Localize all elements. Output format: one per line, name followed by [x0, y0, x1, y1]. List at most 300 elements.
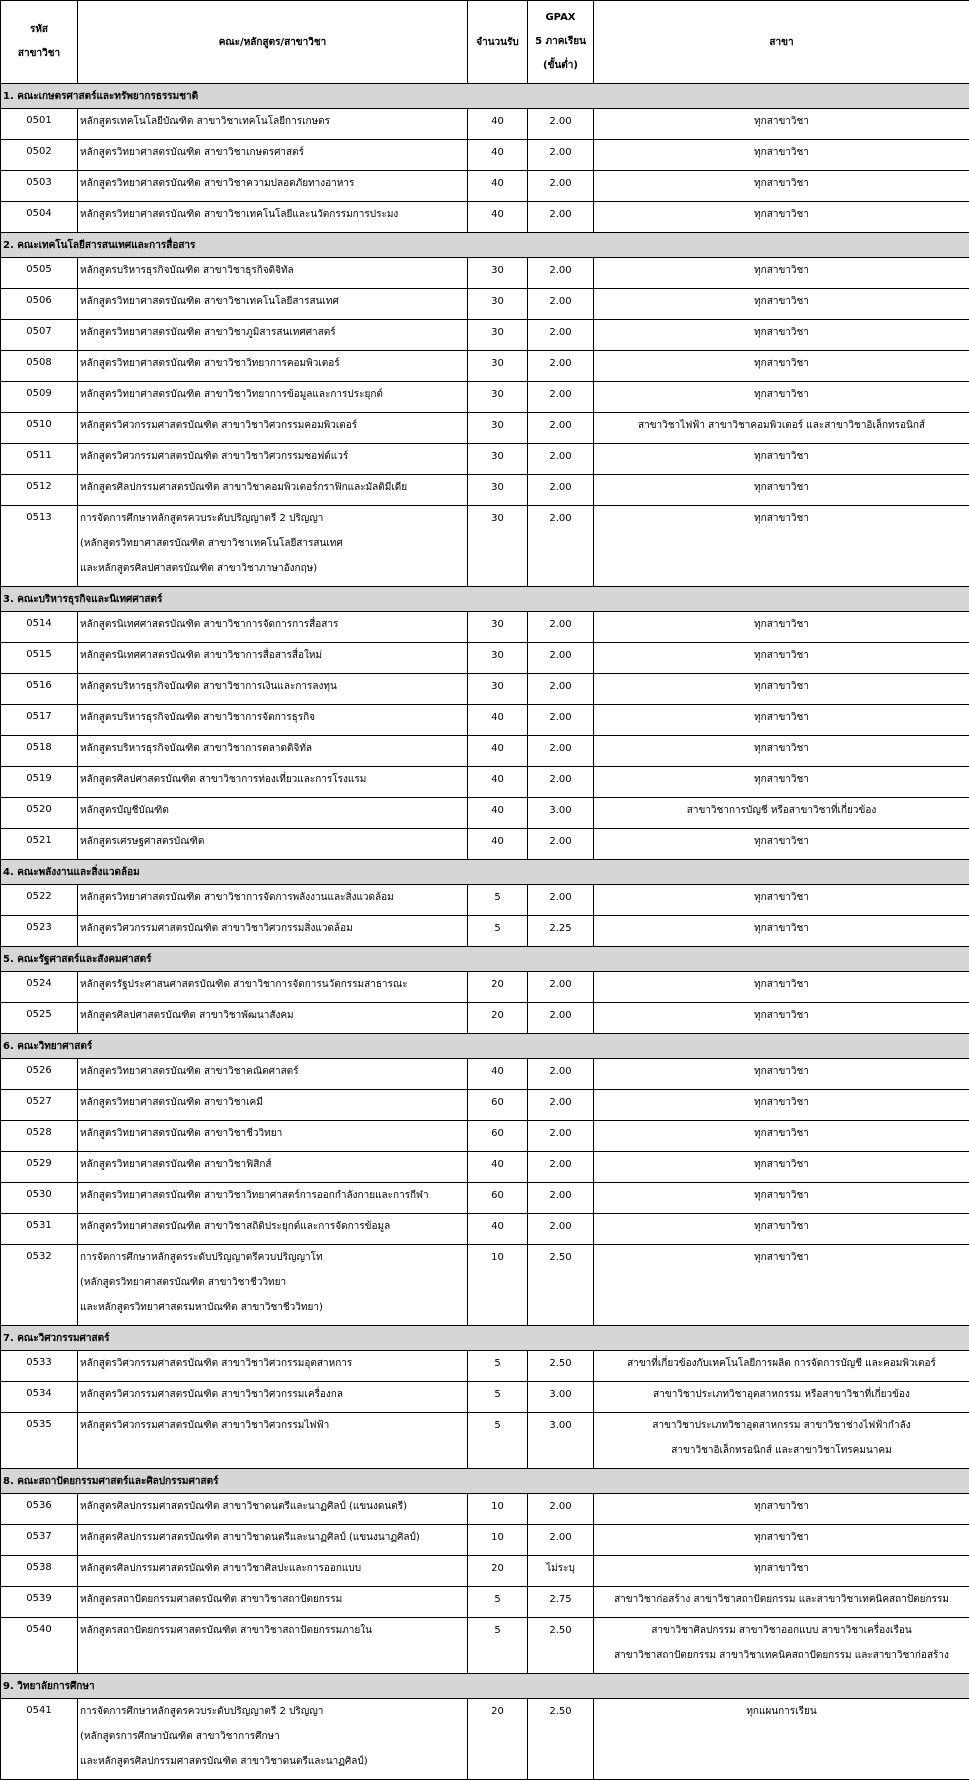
gpax-value: 2.00 — [528, 413, 594, 444]
program-name — [78, 798, 468, 829]
branch-requirement-line: ทุกสาขาวิชา — [596, 264, 967, 277]
branch-requirement-line: ทุกสาขาวิชา — [596, 1562, 967, 1575]
gpax-value: 2.00 — [528, 829, 594, 860]
faculty-title: 8. คณะสถาปัตยกรรมศาสตร์และศิลปกรรมศาสตร์ — [1, 1469, 969, 1494]
quota-value: 20 — [468, 1003, 528, 1034]
program-name-line: หลักสูตรบริหารธุรกิจบัณฑิต สาขาวิชาการเงินและการลงทุน — [80, 680, 465, 693]
quota-value: 60 — [468, 1183, 528, 1214]
program-name — [78, 506, 468, 587]
table-row — [1, 1587, 969, 1618]
branch-requirement — [594, 1587, 969, 1618]
faculty-header-row — [1, 84, 969, 109]
table-row — [1, 798, 969, 829]
gpax-value: 2.00 — [528, 351, 594, 382]
quota-value: 30 — [468, 320, 528, 351]
program-name — [78, 202, 468, 233]
quota-value: 30 — [468, 612, 528, 643]
header-code — [1, 1, 78, 84]
branch-requirement — [594, 1152, 969, 1183]
quota-value: 30 — [468, 475, 528, 506]
quota-value: 40 — [468, 109, 528, 140]
table-row — [1, 1556, 969, 1587]
table-row — [1, 1183, 969, 1214]
program-name — [78, 1699, 468, 1780]
gpax-value: 2.00 — [528, 289, 594, 320]
program-name — [78, 1382, 468, 1413]
branch-requirement-line: สาขาวิชาประเภทวิชาอุตสาหกรรม สาขาวิชาช่างไฟฟ้ากำลัง — [596, 1419, 967, 1432]
branch-requirement-line: ทุกสาขาวิชา — [596, 711, 967, 724]
gpax-value: 2.75 — [528, 1587, 594, 1618]
table-row — [1, 1245, 969, 1326]
faculty-title: 5. คณะรัฐศาสตร์และสังคมศาสตร์ — [1, 947, 969, 972]
program-code: 0537 — [1, 1525, 78, 1556]
gpax-value: 2.00 — [528, 1003, 594, 1034]
branch-requirement-line: ทุกแผนการเรียน — [596, 1705, 967, 1718]
gpax-value: 2.50 — [528, 1618, 594, 1674]
branch-requirement-line: ทุกสาขาวิชา — [596, 1251, 967, 1264]
faculty-title: 7. คณะวิศวกรรมศาสตร์ — [1, 1326, 969, 1351]
quota-value: 40 — [468, 171, 528, 202]
header-gpax — [528, 1, 594, 84]
table-row — [1, 612, 969, 643]
program-name-line: การจัดการศึกษาหลักสูตรควบระดับปริญญาตรี 2 ปริญญา — [80, 506, 465, 531]
program-name-line: หลักสูตรนิเทศศาสตรบัณฑิต สาขาวิชาการจัดการการสื่อสาร — [80, 618, 465, 631]
program-name-line: หลักสูตรวิทยาศาสตรบัณฑิต สาขาวิชาฟิสิกส์ — [80, 1158, 465, 1171]
quota-value: 30 — [468, 444, 528, 475]
program-name-line: (หลักสูตรการศึกษาบัณฑิต สาขาวิชาการศึกษา — [80, 1724, 465, 1749]
branch-requirement-line: ทุกสาขาวิชา — [596, 450, 967, 463]
branch-requirement — [594, 829, 969, 860]
branch-requirement-line: ทุกสาขาวิชา — [596, 177, 967, 190]
branch-requirement-line: ทุกสาขาวิชา — [596, 922, 967, 935]
program-code: 0506 — [1, 289, 78, 320]
table-row — [1, 1003, 969, 1034]
program-name-line: หลักสูตรศิลปศาสตรบัณฑิต สาขาวิชาพัฒนาสังคม — [80, 1009, 465, 1022]
program-name — [78, 612, 468, 643]
branch-requirement-line: ทุกสาขาวิชา — [596, 208, 967, 221]
gpax-value: 2.00 — [528, 643, 594, 674]
branch-requirement — [594, 1351, 969, 1382]
table-row — [1, 705, 969, 736]
header-code-line: รหัส — [1, 18, 77, 42]
branch-requirement-line: ทุกสาขาวิชา — [596, 1096, 967, 1109]
gpax-value: 3.00 — [528, 1413, 594, 1469]
program-name — [78, 674, 468, 705]
table-row — [1, 444, 969, 475]
table-row — [1, 320, 969, 351]
branch-requirement — [594, 1245, 969, 1326]
program-name — [78, 1090, 468, 1121]
quota-value: 40 — [468, 202, 528, 233]
table-row — [1, 829, 969, 860]
program-name-line: หลักสูตรวิศวกรรมศาสตรบัณฑิต สาขาวิชาวิศวกรรมเครื่องกล — [80, 1388, 465, 1401]
program-code: 0525 — [1, 1003, 78, 1034]
program-code: 0538 — [1, 1556, 78, 1587]
quota-value: 30 — [468, 289, 528, 320]
branch-requirement-line: ทุกสาขาวิชา — [596, 1009, 967, 1022]
faculty-header-row — [1, 1034, 969, 1059]
gpax-value: 2.00 — [528, 382, 594, 413]
faculty-header-row — [1, 1674, 969, 1699]
faculty-header-row — [1, 1469, 969, 1494]
branch-requirement-line: ทุกสาขาวิชา — [596, 618, 967, 631]
table-row — [1, 202, 969, 233]
gpax-value: 2.00 — [528, 705, 594, 736]
table-row — [1, 258, 969, 289]
program-code: 0527 — [1, 1090, 78, 1121]
program-name-line: หลักสูตรบริหารธุรกิจบัณฑิต สาขาวิชาการตลาดดิจิทัล — [80, 742, 465, 755]
table-row — [1, 1618, 969, 1674]
faculty-title: 3. คณะบริหารธุรกิจและนิเทศศาสตร์ — [1, 587, 969, 612]
program-code: 0518 — [1, 736, 78, 767]
gpax-value: 2.00 — [528, 258, 594, 289]
program-name-line: และหลักสูตรวิทยาศาสตรมหาบัณฑิต สาขาวิชาชีววิทยา) — [80, 1295, 465, 1320]
gpax-value: 2.50 — [528, 1245, 594, 1326]
program-name-line: หลักสูตรเทคโนโลยีบัณฑิต สาขาวิชาเทคโนโลยีการเกษตร — [80, 115, 465, 128]
faculty-title: 1. คณะเกษตรศาสตร์และทรัพยากรธรรมชาติ — [1, 84, 969, 109]
branch-requirement — [594, 1556, 969, 1587]
quota-value: 5 — [468, 1413, 528, 1469]
branch-requirement-line: สาขาที่เกี่ยวข้องกับเทคโนโลยีการผลิต การจัดการบัญชี และคอมพิวเตอร์ — [596, 1357, 967, 1370]
quota-value: 5 — [468, 885, 528, 916]
quota-value: 40 — [468, 1059, 528, 1090]
table-row — [1, 1413, 969, 1469]
branch-requirement — [594, 506, 969, 587]
program-code: 0529 — [1, 1152, 78, 1183]
program-name — [78, 320, 468, 351]
program-name-line: หลักสูตรวิทยาศาสตรบัณฑิต สาขาวิชาเคมี — [80, 1096, 465, 1109]
table-row — [1, 506, 969, 587]
program-name-line: หลักสูตรรัฐประศาสนศาสตรบัณฑิต สาขาวิชาการจัดการนวัตกรรมสาธารณะ — [80, 978, 465, 991]
program-code: 0513 — [1, 506, 78, 587]
branch-requirement-line: ทุกสาขาวิชา — [596, 295, 967, 308]
program-name-line: หลักสูตรวิทยาศาสตรบัณฑิต สาขาวิชาวิทยาการข้อมูลและการประยุกต์ — [80, 388, 465, 401]
table-row — [1, 1382, 969, 1413]
quota-value: 30 — [468, 674, 528, 705]
program-name — [78, 351, 468, 382]
quota-value: 30 — [468, 351, 528, 382]
gpax-value: 2.00 — [528, 612, 594, 643]
table-row — [1, 916, 969, 947]
table-row — [1, 674, 969, 705]
program-name — [78, 109, 468, 140]
table-row — [1, 972, 969, 1003]
program-name-line: หลักสูตรวิทยาศาสตรบัณฑิต สาขาวิชาสถิติประยุกต์และการจัดการข้อมูล — [80, 1220, 465, 1233]
program-name — [78, 705, 468, 736]
branch-requirement-line: สาขาวิชาอิเล็กทรอนิกส์ และสาขาวิชาโทรคมนาคม — [596, 1444, 967, 1457]
quota-value: 30 — [468, 506, 528, 587]
quota-value: 60 — [468, 1090, 528, 1121]
branch-requirement-line: สาขาวิชาการบัญชี หรือสาขาวิชาที่เกี่ยวข้อง — [596, 804, 967, 817]
program-name-line: และหลักสูตรศิลปศาสตรบัณฑิต สาขาวิชาภาษาอังกฤษ) — [80, 556, 465, 581]
program-name-line: หลักสูตรวิศวกรรมศาสตรบัณฑิต สาขาวิชาวิศวกรรมอุตสาหการ — [80, 1357, 465, 1370]
table-row — [1, 289, 969, 320]
program-name-line: หลักสูตรวิทยาศาสตรบัณฑิต สาขาวิชาเทคโนโลยีสารสนเทศ — [80, 295, 465, 308]
program-name-line: หลักสูตรศิลปศาสตรบัณฑิต สาขาวิชาการท่องเที่ยวและการโรงแรม — [80, 773, 465, 786]
branch-requirement — [594, 643, 969, 674]
branch-requirement-line: ทุกสาขาวิชา — [596, 512, 967, 525]
branch-requirement-line: ทุกสาขาวิชา — [596, 1500, 967, 1513]
program-code: 0520 — [1, 798, 78, 829]
gpax-value: 2.00 — [528, 1121, 594, 1152]
quota-value: 20 — [468, 972, 528, 1003]
table-row — [1, 1525, 969, 1556]
branch-requirement — [594, 289, 969, 320]
program-name-line: หลักสูตรวิทยาศาสตรบัณฑิต สาขาวิชาความปลอดภัยทางอาหาร — [80, 177, 465, 190]
branch-requirement — [594, 320, 969, 351]
gpax-value: 3.00 — [528, 1382, 594, 1413]
program-name — [78, 140, 468, 171]
gpax-value: 2.00 — [528, 767, 594, 798]
branch-requirement-line: ทุกสาขาวิชา — [596, 326, 967, 339]
program-code: 0507 — [1, 320, 78, 351]
program-code: 0502 — [1, 140, 78, 171]
program-code: 0526 — [1, 1059, 78, 1090]
branch-requirement-line: ทุกสาขาวิชา — [596, 835, 967, 848]
program-name — [78, 382, 468, 413]
gpax-value: 2.50 — [528, 1699, 594, 1780]
branch-requirement — [594, 1090, 969, 1121]
branch-requirement — [594, 885, 969, 916]
program-code: 0512 — [1, 475, 78, 506]
gpax-value: 2.00 — [528, 674, 594, 705]
branch-requirement — [594, 612, 969, 643]
program-name — [78, 1351, 468, 1382]
program-name — [78, 475, 468, 506]
program-name-line: หลักสูตรวิทยาศาสตรบัณฑิต สาขาวิชาวิทยาศาสตร์การออกกำลังกายและการกีฬา — [80, 1189, 465, 1202]
program-code: 0519 — [1, 767, 78, 798]
program-name-line: หลักสูตรวิทยาศาสตรบัณฑิต สาขาวิชาเทคโนโลยีและนวัตกรรมการประมง — [80, 208, 465, 221]
branch-requirement-line: ทุกสาขาวิชา — [596, 481, 967, 494]
quota-value: 5 — [468, 1587, 528, 1618]
table-row — [1, 736, 969, 767]
branch-requirement — [594, 916, 969, 947]
branch-requirement — [594, 258, 969, 289]
program-code: 0531 — [1, 1214, 78, 1245]
program-name — [78, 916, 468, 947]
gpax-value: 2.00 — [528, 320, 594, 351]
branch-requirement-line: ทุกสาขาวิชา — [596, 649, 967, 662]
quota-value: 40 — [468, 829, 528, 860]
program-code: 0528 — [1, 1121, 78, 1152]
program-name — [78, 413, 468, 444]
branch-requirement — [594, 767, 969, 798]
program-name-line: (หลักสูตรวิทยาศาสตรบัณฑิต สาขาวิชาชีววิทยา — [80, 1270, 465, 1295]
quota-value: 40 — [468, 1214, 528, 1245]
branch-requirement — [594, 1618, 969, 1674]
table-row — [1, 643, 969, 674]
program-code: 0509 — [1, 382, 78, 413]
branch-requirement-line: ทุกสาขาวิชา — [596, 773, 967, 786]
table-row — [1, 1351, 969, 1382]
program-code: 0510 — [1, 413, 78, 444]
program-code: 0535 — [1, 1413, 78, 1469]
table-row — [1, 885, 969, 916]
program-name — [78, 1183, 468, 1214]
table-row — [1, 1494, 969, 1525]
branch-requirement — [594, 1413, 969, 1469]
quota-value: 30 — [468, 258, 528, 289]
branch-requirement — [594, 1003, 969, 1034]
faculty-title: 2. คณะเทคโนโลยีสารสนเทศและการสื่อสาร — [1, 233, 969, 258]
program-name-line: หลักสูตรบริหารธุรกิจบัณฑิต สาขาวิชาธุรกิจดิจิทัล — [80, 264, 465, 277]
branch-requirement-line: ทุกสาขาวิชา — [596, 1127, 967, 1140]
branch-requirement-line: ทุกสาขาวิชา — [596, 1531, 967, 1544]
branch-requirement — [594, 1059, 969, 1090]
gpax-value: 2.00 — [528, 109, 594, 140]
quota-value: 30 — [468, 413, 528, 444]
gpax-value: 2.00 — [528, 885, 594, 916]
table-body — [1, 84, 969, 1780]
program-name-line: หลักสูตรนิเทศศาสตรบัณฑิต สาขาวิชาการสื่อสารสื่อใหม่ — [80, 649, 465, 662]
branch-requirement-line: สาขาวิชาศิลปกรรม สาขาวิชาออกแบบ สาขาวิชาเครื่องเรือน — [596, 1624, 967, 1637]
program-name-line: หลักสูตรวิศวกรรมศาสตรบัณฑิต สาขาวิชาวิศวกรรมซอฟต์แวร์ — [80, 450, 465, 463]
header-code-line: สาขาวิชา — [1, 42, 77, 66]
branch-requirement-line: ทุกสาขาวิชา — [596, 388, 967, 401]
program-name-line: การจัดการศึกษาหลักสูตรระดับปริญญาตรีควบปริญญาโท — [80, 1245, 465, 1270]
program-name-line: หลักสูตรบริหารธุรกิจบัณฑิต สาขาวิชาการจัดการธุรกิจ — [80, 711, 465, 724]
faculty-header-row — [1, 947, 969, 972]
branch-requirement — [594, 171, 969, 202]
table-row — [1, 1059, 969, 1090]
program-name — [78, 643, 468, 674]
program-name — [78, 289, 468, 320]
branch-requirement-line: ทุกสาขาวิชา — [596, 1220, 967, 1233]
program-code: 0516 — [1, 674, 78, 705]
program-code: 0532 — [1, 1245, 78, 1326]
program-name — [78, 1556, 468, 1587]
program-name-line: หลักสูตรวิศวกรรมศาสตรบัณฑิต สาขาวิชาวิศวกรรมคอมพิวเตอร์ — [80, 419, 465, 432]
program-code: 0505 — [1, 258, 78, 289]
program-name — [78, 171, 468, 202]
gpax-value: 2.00 — [528, 972, 594, 1003]
program-name-line: หลักสูตรสถาปัตยกรรมศาสตรบัณฑิต สาขาวิชาสถาปัตยกรรม — [80, 1593, 465, 1606]
program-name — [78, 767, 468, 798]
gpax-value: 2.00 — [528, 202, 594, 233]
branch-requirement-line: ทุกสาขาวิชา — [596, 115, 967, 128]
table-row — [1, 1214, 969, 1245]
branch-requirement — [594, 798, 969, 829]
quota-value: 30 — [468, 643, 528, 674]
program-code: 0533 — [1, 1351, 78, 1382]
faculty-header-row — [1, 860, 969, 885]
program-name — [78, 258, 468, 289]
quota-value: 20 — [468, 1556, 528, 1587]
program-code: 0511 — [1, 444, 78, 475]
program-name — [78, 1618, 468, 1674]
program-name — [78, 1214, 468, 1245]
quota-value: 5 — [468, 1382, 528, 1413]
branch-requirement — [594, 1525, 969, 1556]
program-name-line: หลักสูตรวิทยาศาสตรบัณฑิต สาขาวิชาวิทยาการคอมพิวเตอร์ — [80, 357, 465, 370]
gpax-value: 2.00 — [528, 1183, 594, 1214]
header-gpax-line: GPAX — [528, 6, 593, 30]
branch-requirement — [594, 140, 969, 171]
gpax-value: 2.25 — [528, 916, 594, 947]
header-program: คณะ/หลักสูตร/สาขาวิชา — [78, 1, 468, 84]
program-name — [78, 829, 468, 860]
table-row — [1, 1152, 969, 1183]
faculty-title: 6. คณะวิทยาศาสตร์ — [1, 1034, 969, 1059]
program-code: 0517 — [1, 705, 78, 736]
gpax-value: 2.00 — [528, 736, 594, 767]
program-name-line: หลักสูตรศิลปกรรมศาสตรบัณฑิต สาขาวิชาดนตรีและนาฏศิลป์ (แขนงดนตรี) — [80, 1500, 465, 1513]
program-name — [78, 1152, 468, 1183]
program-name — [78, 1059, 468, 1090]
branch-requirement-line: ทุกสาขาวิชา — [596, 1158, 967, 1171]
gpax-value: 2.00 — [528, 1152, 594, 1183]
program-name — [78, 1121, 468, 1152]
quota-value: 5 — [468, 916, 528, 947]
table-row — [1, 140, 969, 171]
program-name-line: หลักสูตรศิลปกรรมศาสตรบัณฑิต สาขาวิชาดนตรีและนาฏศิลป์ (แขนงนาฏศิลป์) — [80, 1531, 465, 1544]
branch-requirement-line: ทุกสาขาวิชา — [596, 1065, 967, 1078]
branch-requirement-line: ทุกสาขาวิชา — [596, 680, 967, 693]
branch-requirement — [594, 1382, 969, 1413]
branch-requirement-line: ทุกสาขาวิชา — [596, 357, 967, 370]
gpax-value: 2.50 — [528, 1351, 594, 1382]
branch-requirement-line: สาขาวิชาสถาปัตยกรรม สาขาวิชาเทคนิคสถาปัตยกรรม และสาขาวิชาก่อสร้าง — [596, 1649, 967, 1662]
branch-requirement — [594, 413, 969, 444]
program-code: 0514 — [1, 612, 78, 643]
gpax-value: ไม่ระบุ — [528, 1556, 594, 1587]
program-code: 0536 — [1, 1494, 78, 1525]
table-row — [1, 475, 969, 506]
table-row — [1, 351, 969, 382]
program-name-line: หลักสูตรวิทยาศาสตรบัณฑิต สาขาวิชาการจัดการพลังงานและสิ่งแวดล้อม — [80, 891, 465, 904]
branch-requirement — [594, 972, 969, 1003]
quota-value: 40 — [468, 140, 528, 171]
program-name-line: หลักสูตรศิลปกรรมศาสตรบัณฑิต สาขาวิชาคอมพิวเตอร์กราฟิกและมัลติมีเดีย — [80, 481, 465, 494]
branch-requirement — [594, 202, 969, 233]
quota-value: 5 — [468, 1351, 528, 1382]
branch-requirement — [594, 1121, 969, 1152]
table-row — [1, 382, 969, 413]
program-code: 0534 — [1, 1382, 78, 1413]
program-name-line: (หลักสูตรวิทยาศาสตรบัณฑิต สาขาวิชาเทคโนโลยีสารสนเทศ — [80, 531, 465, 556]
faculty-header-row — [1, 1326, 969, 1351]
branch-requirement-line: สาขาวิชาก่อสร้าง สาขาวิชาสถาปัตยกรรม และสาขาวิชาเทคนิคสถาปัตยกรรม — [596, 1593, 967, 1606]
gpax-value: 2.00 — [528, 1525, 594, 1556]
gpax-value: 2.00 — [528, 1090, 594, 1121]
branch-requirement — [594, 705, 969, 736]
branch-requirement — [594, 1699, 969, 1780]
quota-value: 10 — [468, 1494, 528, 1525]
program-code: 0508 — [1, 351, 78, 382]
branch-requirement-line: ทุกสาขาวิชา — [596, 742, 967, 755]
faculty-title: 9. วิทยาลัยการศึกษา — [1, 1674, 969, 1699]
program-name — [78, 1587, 468, 1618]
quota-value: 40 — [468, 798, 528, 829]
program-name-line: หลักสูตรวิทยาศาสตรบัณฑิต สาขาวิชาภูมิสารสนเทศศาสตร์ — [80, 326, 465, 339]
program-code: 0501 — [1, 109, 78, 140]
program-name-line: หลักสูตรเศรษฐศาสตรบัณฑิต — [80, 835, 465, 848]
branch-requirement — [594, 351, 969, 382]
program-name-line: หลักสูตรศิลปกรรมศาสตรบัณฑิต สาขาวิชาศิลปะและการออกแบบ — [80, 1562, 465, 1575]
table-header — [1, 1, 969, 84]
program-code: 0515 — [1, 643, 78, 674]
header-quota: จำนวนรับ — [468, 1, 528, 84]
branch-requirement — [594, 475, 969, 506]
branch-requirement-line: สาขาวิชาประเภทวิชาอุตสาหกรรม หรือสาขาวิชาที่เกี่ยวข้อง — [596, 1388, 967, 1401]
program-name — [78, 1413, 468, 1469]
branch-requirement — [594, 1214, 969, 1245]
program-name-line: หลักสูตรวิทยาศาสตรบัณฑิต สาขาวิชาชีววิทยา — [80, 1127, 465, 1140]
table-row — [1, 109, 969, 140]
program-name-line: หลักสูตรวิทยาศาสตรบัณฑิต สาขาวิชาคณิตศาสตร์ — [80, 1065, 465, 1078]
faculty-title: 4. คณะพลังงานและสิ่งแวดล้อม — [1, 860, 969, 885]
table-row — [1, 767, 969, 798]
